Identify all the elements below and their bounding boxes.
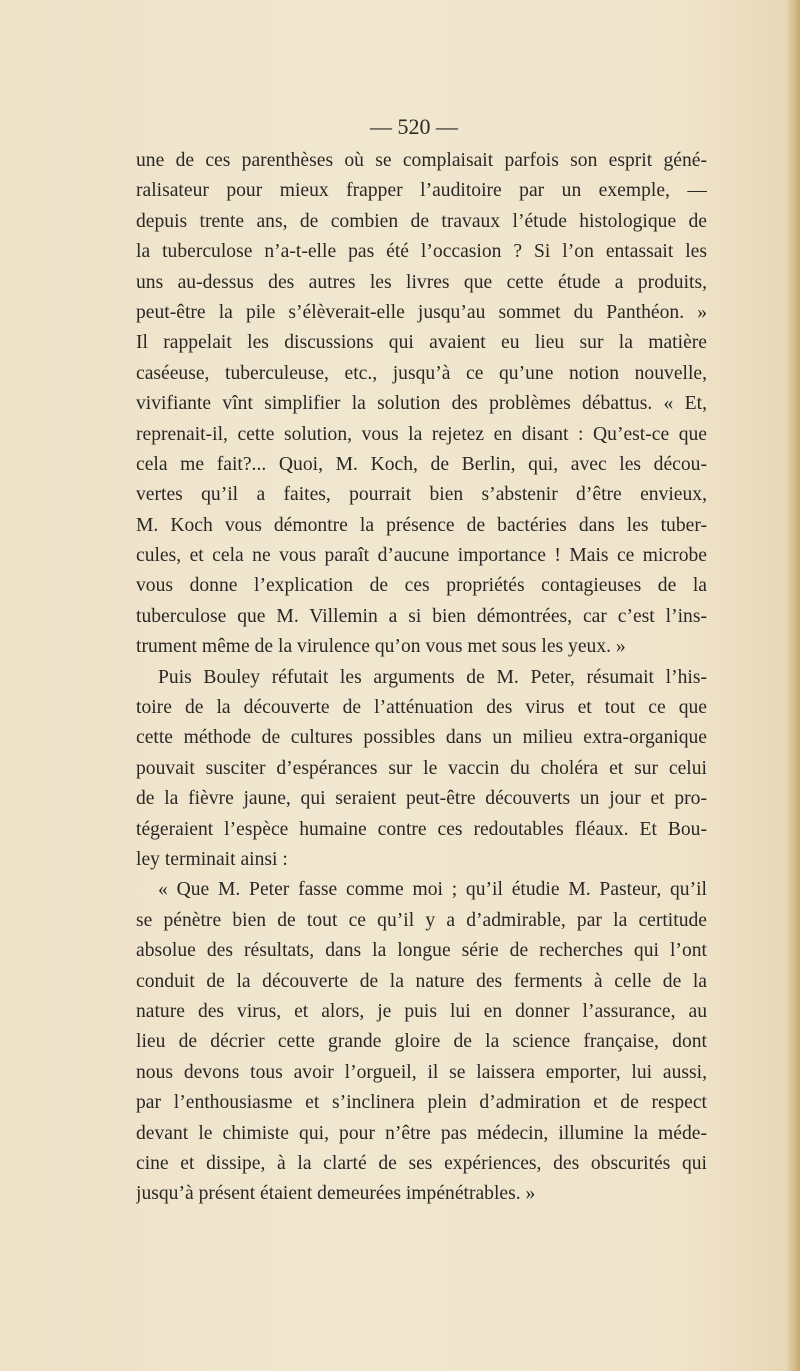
text-line: uns au-dessus des autres les livres que cette étude a produits,	[136, 271, 707, 293]
page-number: — 520 —	[370, 114, 458, 139]
text-line: vivifiante vînt simplifier la solution des problèmes débattus. « Et,	[136, 393, 707, 415]
text-line: pouvait susciter d’espérances sur le vaccin du choléra et sur celui	[136, 757, 707, 779]
text-line: lieu de décrier cette grande gloire de la science française, dont	[136, 1031, 707, 1053]
text-line: caséeuse, tuberculeuse, etc., jusqu’à ce qu’une notion nouvelle,	[136, 362, 707, 384]
text-line: cela me fait?... Quoi, M. Koch, de Berlin, qui, avec les décou-	[136, 453, 707, 475]
body-text	[136, 146, 707, 1210]
text-line: tuberculose que M. Villemin a si bien démontrées, car c’est l’ins-	[136, 605, 707, 627]
text-line: Puis Bouley réfutait les arguments de M. Peter, résumait l’his-	[158, 666, 707, 688]
text-line: « Que M. Peter fasse comme moi ; qu’il étudie M. Pasteur, qu’il	[158, 879, 707, 901]
text-line: peut-être la pile s’élèverait-elle jusqu’au sommet du Panthéon. »	[136, 301, 707, 323]
text-line: nature des virus, et alors, je puis lui en donner l’assurance, au	[136, 1000, 707, 1022]
page-edge-shadow	[786, 0, 800, 1371]
text-line: cette méthode de cultures possibles dans un milieu extra-organique	[136, 727, 707, 749]
text-line: nous devons tous avoir l’orgueil, il se laissera emporter, lui aussi,	[136, 1061, 707, 1083]
text-line: toire de la découverte de l’atténuation des virus et tout ce que	[136, 697, 707, 719]
text-line: depuis trente ans, de combien de travaux l’étude histologique de	[136, 210, 707, 232]
text-line: reprenait-il, cette solution, vous la rejetez en disant : Qu’est-ce que	[136, 423, 707, 445]
text-line: ralisateur pour mieux frapper l’auditoire par un exemple, —	[136, 180, 707, 202]
text-line: vertes qu’il a faites, pourrait bien s’abstenir d’être envieux,	[136, 484, 707, 506]
text-line: trument même de la virulence qu’on vous met sous les yeux. »	[136, 636, 626, 658]
text-line: M. Koch vous démontre la présence de bactéries dans les tuber-	[136, 514, 707, 536]
text-line: vous donne l’explication de ces propriétés contagieuses de la	[136, 575, 707, 597]
text-line: cine et dissipe, à la clarté de ses expériences, des obscurités qui	[136, 1152, 707, 1174]
text-line: cules, et cela ne vous paraît d’aucune importance ! Mais ce microbe	[136, 545, 707, 567]
text-line: Il rappelait les discussions qui avaient eu lieu sur la matière	[136, 332, 707, 354]
text-line: ley terminait ainsi :	[136, 848, 288, 870]
text-line: jusqu’à présent étaient demeurées impénétrables. »	[136, 1183, 536, 1205]
text-line: une de ces parenthèses où se complaisait parfois son esprit géné-	[136, 150, 707, 171]
text-line: la tuberculose n’a-t-elle pas été l’occasion ? Si l’on entassait les	[136, 241, 707, 263]
text-line: par l’enthousiasme et s’inclinera plein d’admiration et de respect	[136, 1092, 707, 1114]
text-line: de la fièvre jaune, qui seraient peut-être découverts un jour et pro-	[136, 788, 707, 810]
text-line: conduit de la découverte de la nature des ferments à celle de la	[136, 970, 707, 992]
text-line: tégeraient l’espèce humaine contre ces redoutables fléaux. Et Bou-	[136, 818, 707, 840]
text-line: devant le chimiste qui, pour n’être pas médecin, illumine la méde-	[136, 1122, 707, 1144]
text-line: se pénètre bien de tout ce qu’il y a d’admirable, par la certitude	[136, 909, 707, 931]
text-line: absolue des résultats, dans la longue série de recherches qui l’ont	[136, 940, 707, 962]
